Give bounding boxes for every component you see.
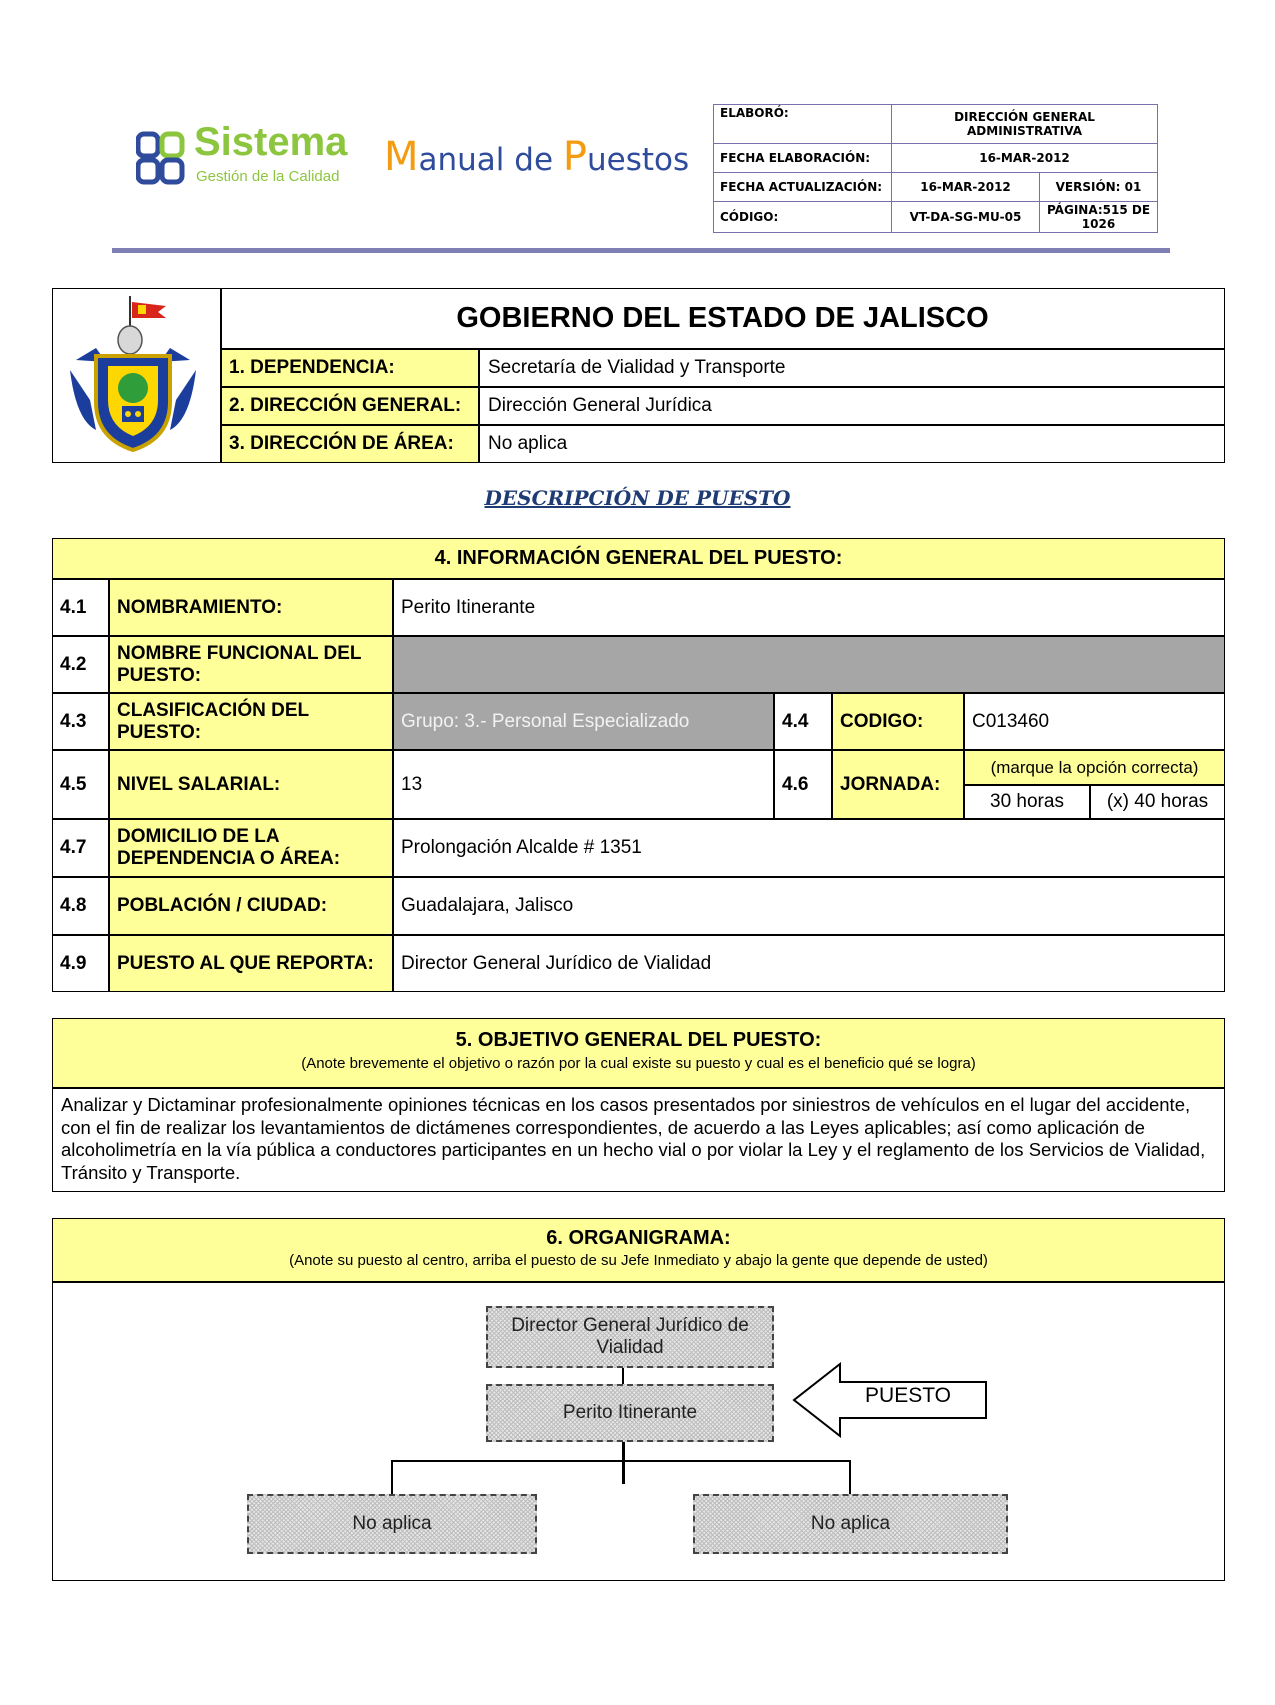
org-connector-mid xyxy=(622,1442,625,1484)
r48-value: Guadalajara, Jalisco xyxy=(401,895,574,916)
direccion-general-value: Dirección General Jurídica xyxy=(488,395,712,416)
org-connector-right xyxy=(849,1460,851,1494)
r43-value: Grupo: 3.- Personal Especializado xyxy=(394,694,773,749)
section5-title: 5. OBJETIVO GENERAL DEL PUESTO: xyxy=(455,1029,822,1051)
r45-label: NIVEL SALARIAL: xyxy=(110,751,392,818)
logo-sub: Gestión de la Calidad xyxy=(196,168,340,185)
section4-title: 4. INFORMACIÓN GENERAL DEL PUESTO: xyxy=(53,539,1224,578)
org-boss-box: Director General Jurídico de Vialidad xyxy=(486,1306,774,1368)
r49-label: PUESTO AL QUE REPORTA: xyxy=(110,936,392,991)
r49-value: Director General Jurídico de Vialidad xyxy=(401,952,712,974)
direccion-area-value: No aplica xyxy=(488,433,568,454)
section5-text: Analizar y Dictaminar profesionalmente opiniones técnicas en los casos presentados por siniestros de vehículos en el lugar del accidente, con el fin de realizar los levantamientos de dictámenes correspondientes, de acuerdo a las Leyes aplicables; así como aplicación de alcoholimetría en la vía pública a conductores participantes en un hecho vial o por violar la Ley y el reglamento de los Servicios de Vialidad, Tránsito y Transporte. xyxy=(61,1094,1206,1183)
fecha-actualizacion-label: FECHA ACTUALIZACIÓN: xyxy=(714,173,892,202)
r43-num: 4.3 xyxy=(60,710,87,732)
fecha-elaboracion-label: FECHA ELABORACIÓN: xyxy=(714,144,892,173)
r46-num: 4.6 xyxy=(782,773,809,795)
org-sub-left-box: No aplica xyxy=(247,1494,537,1554)
org-position-box: Perito Itinerante xyxy=(486,1384,774,1442)
r47-value: Prolongación Alcalde # 1351 xyxy=(401,837,642,858)
r41-num: 4.1 xyxy=(60,596,87,618)
manual-title-p: P xyxy=(562,134,587,180)
sistema-logo xyxy=(136,120,371,188)
doc-title: DESCRIPCIÓN DE PUESTO xyxy=(484,486,791,510)
r42-num: 4.2 xyxy=(60,653,87,675)
r46-option-40: (x) 40 horas xyxy=(1106,791,1209,812)
manual-title-b: uestos xyxy=(587,142,690,178)
fecha-actualizacion-value: 16-MAR-2012 xyxy=(892,173,1040,202)
r44-num: 4.4 xyxy=(782,710,809,732)
header-info-table xyxy=(713,104,1158,233)
r41-label: NOMBRAMIENTO: xyxy=(110,580,392,635)
manual-title xyxy=(384,134,689,180)
version-value: VERSIÓN: 01 xyxy=(1040,173,1158,202)
manual-title-a: anual de xyxy=(418,142,563,178)
org-connector-left xyxy=(391,1460,393,1494)
section5-header xyxy=(53,1019,1224,1087)
r46-hint: (marque la opción correcta) xyxy=(965,751,1224,784)
r44-value: C013460 xyxy=(972,710,1050,732)
r46-label: JORNADA: xyxy=(833,751,963,818)
s6-line xyxy=(52,1281,1225,1283)
logo-word: Sistema xyxy=(194,120,348,164)
direccion-general-label: 2. DIRECCIÓN GENERAL: xyxy=(222,388,478,424)
section6-title: 6. ORGANIGRAMA: xyxy=(546,1227,731,1249)
org-connector-bar xyxy=(391,1460,851,1462)
r45-num: 4.5 xyxy=(60,773,87,795)
r47-num: 4.7 xyxy=(60,837,87,858)
section6-subtitle: (Anote su puesto al centro, arriba el puesto de su Jefe Inmediato y abajo la gente que depende de usted) xyxy=(289,1252,988,1269)
r41-value: Perito Itinerante xyxy=(401,596,536,618)
elaboro-label: ELABORÓ: xyxy=(714,105,892,144)
r47-label: DOMICILIO DE LA DEPENDENCIA O ÁREA: xyxy=(110,820,392,876)
puesto-arrow-label: PUESTO xyxy=(865,1384,951,1407)
jalisco-coat-of-arms-icon xyxy=(66,290,200,458)
r48-num: 4.8 xyxy=(60,895,87,916)
dependencia-value: Secretaría de Vialidad y Transporte xyxy=(488,357,786,378)
org-connector-top xyxy=(622,1368,624,1384)
codigo-label: CÓDIGO: xyxy=(714,202,892,233)
codigo-value: VT-DA-SG-MU-05 xyxy=(892,202,1040,233)
header-divider xyxy=(112,248,1170,253)
r49-num: 4.9 xyxy=(60,952,87,974)
gov-col-divider xyxy=(478,348,480,463)
sistema-logo-icon xyxy=(136,130,186,186)
r43-label: CLASIFICACIÓN DEL PUESTO: xyxy=(110,694,392,749)
r42-value xyxy=(394,637,1224,692)
r44-label: CODIGO: xyxy=(833,694,963,749)
dependencia-label: 1. DEPENDENCIA: xyxy=(222,350,478,386)
manual-title-m: M xyxy=(384,134,419,180)
r42-label: NOMBRE FUNCIONAL DEL PUESTO: xyxy=(110,637,392,692)
r45-value: 13 xyxy=(401,773,423,795)
elaboro-value: DIRECCIÓN GENERAL ADMINISTRATIVA xyxy=(892,105,1158,144)
r46-option-30: 30 horas xyxy=(990,791,1064,812)
section6-header xyxy=(53,1219,1224,1281)
section5-subtitle: (Anote brevemente el objetivo o razón por la cual existe su puesto y cual es el beneficio qué se logra) xyxy=(301,1055,976,1072)
r48-label: POBLACIÓN / CIUDAD: xyxy=(110,878,392,934)
s5-line xyxy=(52,1087,1225,1089)
gov-title: GOBIERNO DEL ESTADO DE JALISCO xyxy=(456,302,989,334)
pagina-value: PÁGINA:515 DE 1026 xyxy=(1040,202,1158,233)
fecha-elaboracion-value: 16-MAR-2012 xyxy=(892,144,1158,173)
org-sub-right-box: No aplica xyxy=(693,1494,1008,1554)
direccion-area-label: 3. DIRECCIÓN DE ÁREA: xyxy=(222,426,478,462)
